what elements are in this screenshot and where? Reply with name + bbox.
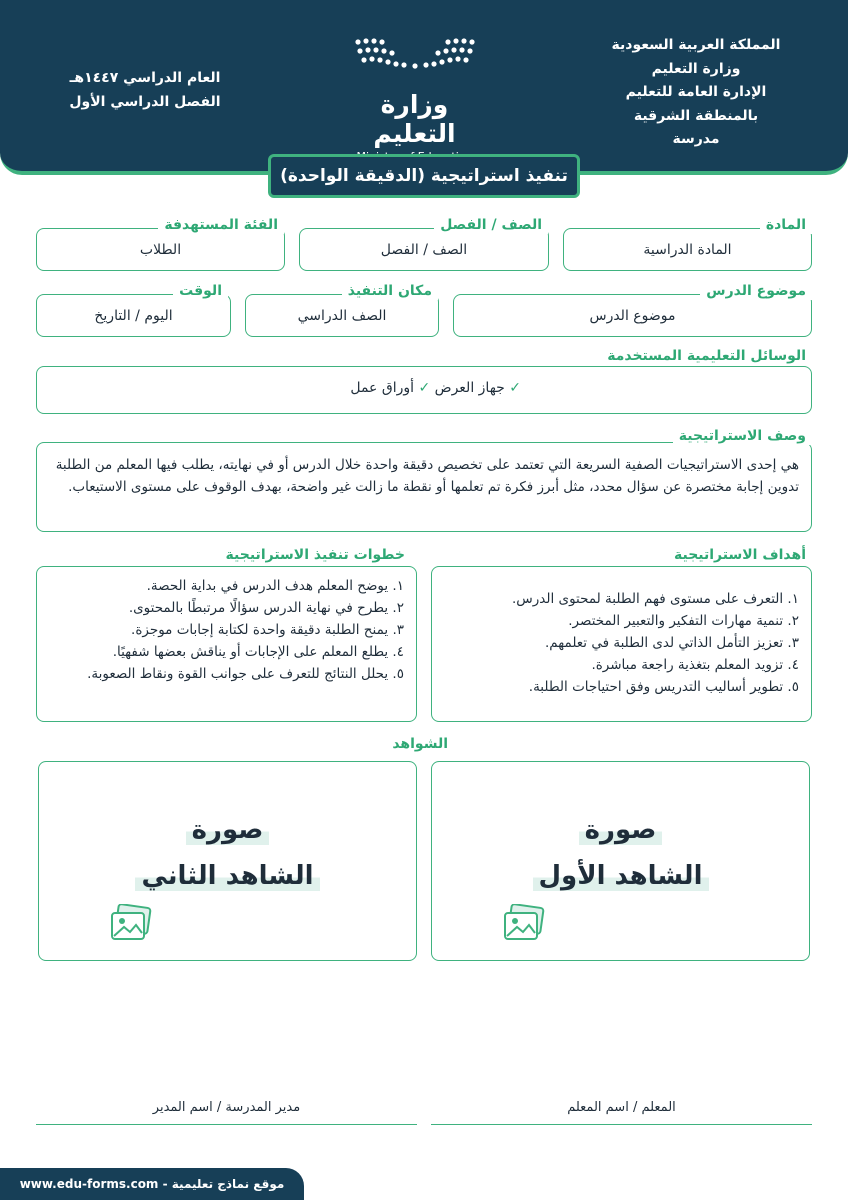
grade-value: الصف / الفصل — [380, 242, 468, 258]
goals-box — [431, 566, 812, 722]
teacher-signature-line[interactable] — [431, 1124, 812, 1125]
subject-value: المادة الدراسية — [643, 242, 732, 258]
subject-field[interactable] — [563, 228, 812, 271]
principal-signature-label: مدير المدرسة / اسم المدير — [152, 1100, 301, 1115]
header-directorate: الإدارة العامة للتعليم — [625, 84, 767, 100]
evidence-label: الشواهد — [386, 735, 454, 753]
list-item: ٥. تطوير أساليب التدريس وفق احتياجات الطلبة. — [528, 679, 799, 695]
teacher-signature-label: المعلم / اسم المعلم — [567, 1100, 676, 1115]
topic-label: موضوع الدرس — [700, 282, 812, 300]
header-country: المملكة العربية السعودية — [611, 37, 781, 53]
evidence-second-box[interactable] — [38, 761, 417, 961]
list-item: ١. يوضح المعلم هدف الدرس في بداية الحصة. — [146, 578, 404, 594]
list-item: ٤. يطلع المعلم على الإجابات أو يناقش بعضها شفهيًا. — [112, 644, 404, 660]
ministry-logo — [342, 36, 487, 146]
steps-box — [36, 566, 417, 722]
target-label: الفئة المستهدفة — [158, 216, 284, 234]
subject-label: المادة — [760, 216, 812, 234]
description-text: هي إحدى الاستراتيجيات الصفية السريعة التي تعتمد على تخصيص دقيقة واحدة خلال الدرس أو في نهايته، يطلب فيها المعلم من الطلبة تدوين إجابة مختصرة عن سؤال محدد، مثل أبرز فكرة تم تعلمها أو نقطة ما زالت غير واضحة، بهدف الوقوف على مستوى الاستيعاب. — [55, 457, 799, 495]
header-ministry: وزارة التعليم — [651, 60, 741, 77]
grade-label: الصف / الفصل — [434, 216, 548, 234]
description-label: وصف الاستراتيجية — [673, 427, 812, 445]
tools-label: الوسائل التعليمية المستخدمة — [601, 347, 812, 365]
header-school: مدرسة — [672, 131, 720, 147]
time-label: الوقت — [173, 282, 228, 300]
tool-item: جهاز العرض — [434, 380, 505, 396]
header-banner — [0, 0, 848, 175]
topic-value: موضوع الدرس — [589, 308, 676, 324]
tool-item: أوراق عمل — [350, 380, 415, 396]
list-item: ٣. تعزيز التأمل الذاتي لدى الطلبة في تعلمهم. — [545, 635, 799, 651]
goals-label: أهداف الاستراتيجية — [668, 546, 812, 564]
evidence-second-line1: صورة — [186, 815, 270, 845]
description-box — [36, 442, 812, 532]
place-value: الصف الدراسي — [297, 308, 387, 324]
check-icon: ✓ — [418, 380, 431, 396]
semester: الفصل الدراسي الأول — [69, 94, 221, 110]
grade-field[interactable] — [299, 228, 549, 271]
list-item: ٣. يمنح الطلبة دقيقة واحدة لكتابة إجابات موجزة. — [131, 622, 404, 638]
footer-site-link[interactable]: موقع نماذج تعليمية - www.edu-forms.com — [0, 1168, 304, 1200]
topic-field[interactable] — [453, 294, 812, 337]
tools-field[interactable] — [36, 366, 812, 414]
place-label: مكان التنفيذ — [342, 282, 438, 300]
list-item: ١. التعرف على مستوى فهم الطلبة لمحتوى الدرس. — [511, 591, 799, 607]
principal-signature-line[interactable] — [36, 1124, 417, 1125]
logo-dots-icon — [350, 36, 480, 70]
steps-label: خطوات تنفيذ الاستراتيجية — [220, 546, 411, 564]
evidence-first-line2: الشاهد الأول — [533, 861, 709, 891]
time-value: اليوم / التاريخ — [94, 308, 173, 324]
check-icon: ✓ — [509, 380, 521, 396]
tools-list — [350, 380, 521, 396]
evidence-first-line1: صورة — [579, 815, 663, 845]
goals-list — [432, 567, 811, 698]
list-item: ٢. تنمية مهارات التفكير والتعبير المختصر. — [568, 613, 799, 629]
logo-arabic-text: وزارة التعليم — [373, 90, 456, 148]
image-icon — [502, 904, 546, 944]
list-item: ٤. تزويد المعلم بتغذية راجعة مباشرة. — [591, 657, 799, 673]
place-field[interactable] — [245, 294, 439, 337]
header-year-block — [40, 66, 250, 114]
evidence-second-line2: الشاهد الثاني — [135, 861, 319, 891]
target-field[interactable] — [36, 228, 285, 271]
header-region: بالمنطقة الشرقية — [633, 107, 759, 124]
list-item: ٢. يطرح في نهاية الدرس سؤالًا مرتبطًا بالمحتوى. — [128, 600, 404, 616]
image-icon — [109, 904, 153, 944]
steps-list — [37, 567, 416, 685]
target-value: الطلاب — [139, 242, 182, 258]
page-title: تنفيذ استراتيجية (الدقيقة الواحدة) — [268, 154, 580, 198]
evidence-first-box[interactable] — [431, 761, 810, 961]
time-field[interactable] — [36, 294, 231, 337]
header-institution-block — [606, 34, 786, 152]
academic-year: العام الدراسي ١٤٤٧هـ — [69, 70, 221, 86]
list-item: ٥. يحلل النتائج للتعرف على جوانب القوة ونقاط الصعوبة. — [87, 666, 404, 682]
